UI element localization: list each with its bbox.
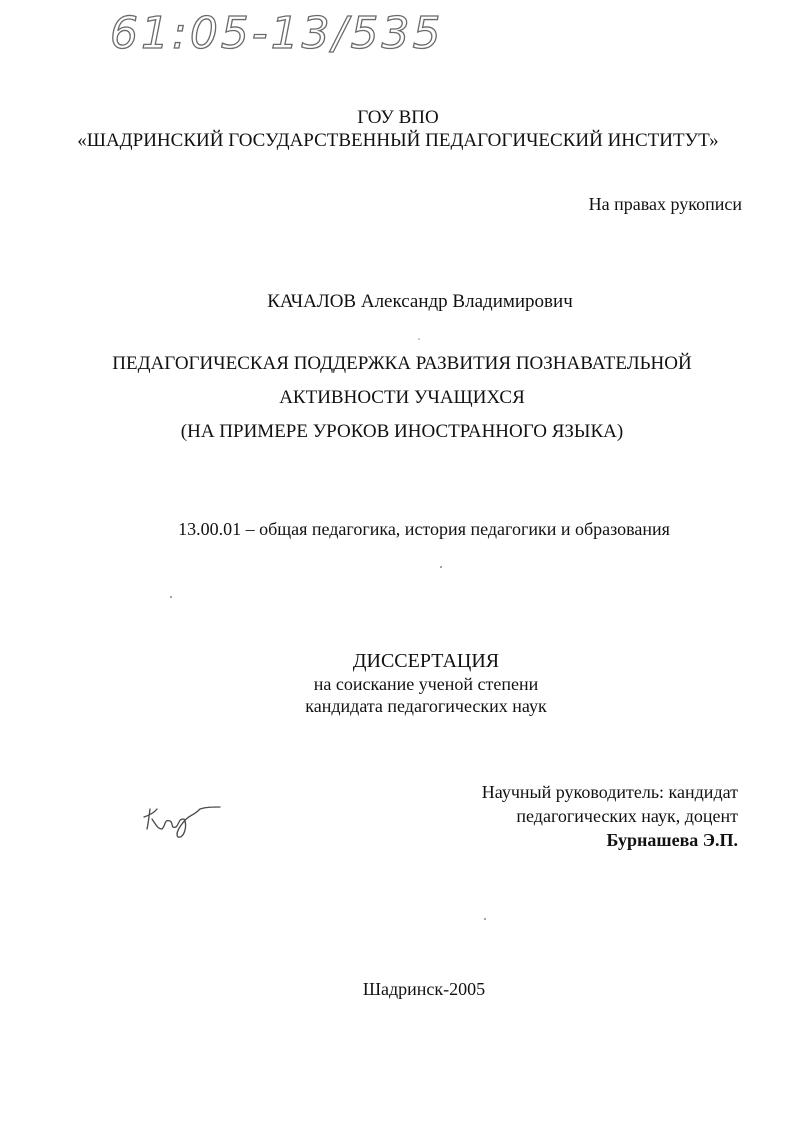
rights-note: На правах рукописи <box>588 194 742 214</box>
title-line-3: (НА ПРИМЕРЕ УРОКОВ ИНОСТРАННОГО ЯЗЫКА) <box>180 421 624 442</box>
handwritten-catalog-mark <box>108 4 488 64</box>
scan-speck <box>170 596 172 598</box>
work-type-line-3: кандидата педагогических наук <box>305 696 547 716</box>
org-line-2: «ШАДРИНСКИЙ ГОСУДАРСТВЕННЫЙ ПЕДАГОГИЧЕСКИЙ ИНСТИТУТ» <box>77 130 719 151</box>
supervisor-line-2: педагогических наук, доцент <box>516 806 738 826</box>
signature-mark <box>140 795 230 845</box>
title-line-1: ПЕДАГОГИЧЕСКАЯ ПОДДЕРЖКА РАЗВИТИЯ ПОЗНАВАТЕЛЬНОЙ <box>112 353 692 374</box>
author-name: КАЧАЛОВ Александр Владимирович <box>267 291 573 312</box>
org-line-1: ГОУ ВПО <box>357 107 439 128</box>
scan-speck <box>440 566 442 568</box>
scan-speck <box>418 338 420 340</box>
supervisor-name: Бурнашева Э.П. <box>606 830 738 850</box>
scan-speck <box>484 918 486 920</box>
supervisor-line-1: Научный руководитель: кандидат <box>481 782 738 802</box>
catalog-mark-text: 61:05-13/535 <box>110 8 444 59</box>
specialty-code: 13.00.01 – общая педагогика, история педагогики и образования <box>178 519 670 539</box>
work-type-heading: ДИССЕРТАЦИЯ <box>352 650 500 672</box>
title-line-2: АКТИВНОСТИ УЧАЩИХСЯ <box>279 387 525 408</box>
city-year: Шадринск-2005 <box>362 979 486 999</box>
work-type-line-2: на соискание ученой степени <box>313 674 539 694</box>
